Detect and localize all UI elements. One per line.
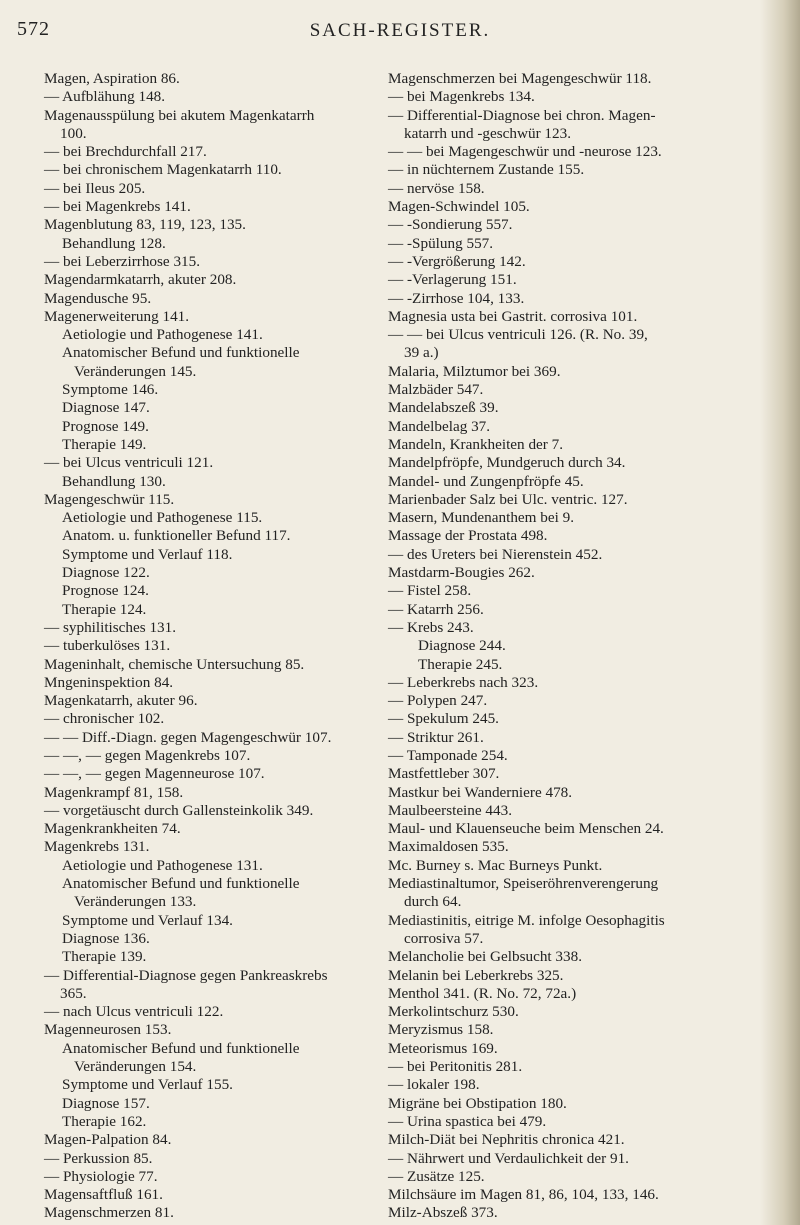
index-entry: Veränderungen 133. — [74, 893, 197, 911]
index-entry: Melanin bei Leberkrebs 325. — [388, 966, 564, 984]
index-entry: Veränderungen 154. — [74, 1058, 197, 1076]
index-entry: Mediastinaltumor, Speiseröhrenverengerung — [388, 875, 659, 893]
index-entry: — — bei Ulcus ventriculi 126. (R. No. 39, — [388, 326, 648, 344]
index-entry: Menthol 341. (R. No. 72, 72a.) — [388, 984, 577, 1002]
index-entry: — bei Ileus 205. — [44, 179, 146, 197]
index-entry: — Perkussion 85. — [44, 1149, 153, 1167]
index-entry: durch 64. — [404, 893, 462, 911]
index-entry: — Aufblähung 148. — [44, 88, 166, 106]
index-entry: Magen-Palpation 84. — [44, 1131, 172, 1149]
index-entry: Magenkrampf 81, 158. — [44, 783, 184, 801]
index-entry: Magenblutung 83, 119, 123, 135. — [44, 216, 246, 234]
index-entry: Therapie 162. — [62, 1112, 147, 1130]
index-entry: Symptome 146. — [62, 381, 159, 399]
index-entry: Magenschmerzen 81. — [44, 1204, 174, 1222]
index-entry: Magenneurosen 153. — [44, 1021, 172, 1039]
index-entry: — nervöse 158. — [388, 179, 485, 197]
index-entry: Symptome und Verlauf 118. — [62, 545, 233, 563]
page-edge-shadow — [760, 0, 800, 1225]
index-entry: — — bei Magengeschwür und -neurose 123. — [388, 143, 662, 161]
index-entry: Magen-Schwindel 105. — [388, 198, 530, 216]
index-entry: — bei Magenkrebs 134. — [388, 88, 535, 106]
index-entry: Mastfettleber 307. — [388, 765, 500, 783]
index-entry: Diagnose 244. — [418, 637, 506, 655]
index-entry: Aetiologie und Pathogenese 131. — [62, 856, 263, 874]
index-entry: — Fistel 258. — [388, 582, 472, 600]
index-entry: Magendusche 95. — [44, 289, 152, 307]
index-entry: — bei Peritonitis 281. — [388, 1058, 523, 1076]
index-entry: Mandeln, Krankheiten der 7. — [388, 435, 564, 453]
index-entry: 39 a.) — [404, 344, 439, 362]
index-entry: — Striktur 261. — [388, 728, 484, 746]
index-entry: — chronischer 102. — [44, 710, 165, 728]
index-entry: Anatom. u. funktioneller Befund 117. — [62, 527, 291, 545]
index-entry: Meteorismus 169. — [388, 1039, 498, 1057]
index-entry: Anatomischer Befund und funktionelle — [62, 344, 300, 362]
index-entry: Magen, Aspiration 86. — [44, 70, 180, 87]
index-entry: Behandlung 130. — [62, 472, 166, 490]
index-entry: Mandelbelag 37. — [388, 417, 491, 435]
index-entry: Magengeschwür 115. — [44, 490, 175, 508]
index-entry: Mandelabszeß 39. — [388, 399, 499, 417]
index-entry: Mastdarm-Bougies 262. — [388, 564, 535, 582]
index-entry: Veränderungen 145. — [74, 362, 197, 380]
index-entry: — lokaler 198. — [388, 1076, 480, 1094]
index-entry: Therapie 245. — [418, 655, 503, 673]
index-entry: — bei Magenkrebs 141. — [44, 198, 191, 216]
index-entry: Magendarmkatarrh, akuter 208. — [44, 271, 237, 289]
index-entry: 365. — [60, 984, 87, 1002]
index-entry: Milchsäure im Magen 81, 86, 104, 133, 146. — [388, 1186, 659, 1204]
index-entry: Magenkrankheiten 74. — [44, 820, 181, 838]
index-entry: — -Zirrhose 104, 133. — [388, 289, 525, 307]
index-entry: Diagnose 136. — [62, 929, 150, 947]
index-entry: Diagnose 122. — [62, 564, 150, 582]
index-entry: — Leberkrebs nach 323. — [388, 673, 539, 691]
index-entry: Mageninhalt, chemische Untersuchung 85. — [44, 655, 305, 673]
index-entry: Mandel- und Zungenpfröpfe 45. — [388, 472, 584, 490]
index-entry: Symptome und Verlauf 155. — [62, 1076, 233, 1094]
index-entry: Mediastinitis, eitrige M. infolge Oesophagitis — [388, 911, 665, 929]
index-entry: — -Sondierung 557. — [388, 216, 513, 234]
index-entry: Mngeninspektion 84. — [44, 673, 174, 691]
index-entry: Mc. Burney s. Mac Burneys Punkt. — [388, 856, 603, 874]
index-entry: Malzbäder 547. — [388, 381, 484, 399]
index-entry: Aetiologie und Pathogenese 141. — [62, 326, 263, 344]
index-entry: Symptome und Verlauf 134. — [62, 911, 233, 929]
index-entry: Magenschmerzen bei Magengeschwür 118. — [388, 70, 652, 87]
index-entry: Maximaldosen 535. — [388, 838, 509, 856]
index-entry: — in nüchternem Zustande 155. — [388, 161, 585, 179]
index-entry: — bei chronischem Magenkatarrh 110. — [44, 161, 282, 179]
index-entry: 100. — [60, 124, 87, 142]
index-entry: — Urina spastica bei 479. — [388, 1112, 547, 1130]
index-entry: — bei Brechdurchfall 217. — [44, 143, 207, 161]
page-number: 572 — [17, 18, 50, 40]
index-entry: Magnesia usta bei Gastrit. corrosiva 101. — [388, 307, 638, 325]
index-entry: Aetiologie und Pathogenese 115. — [62, 509, 263, 527]
index-entry: Magenkrebs 131. — [44, 838, 150, 856]
index-entry: Melancholie bei Gelbsucht 338. — [388, 948, 583, 966]
index-entry: Magenerweiterung 141. — [44, 307, 190, 325]
index-entry: — Tamponade 254. — [388, 746, 508, 764]
index-entry: — -Vergrößerung 142. — [388, 252, 526, 270]
index-entry: — vorgetäuscht durch Gallensteinkolik 349. — [44, 801, 314, 819]
index-entry: katarrh und -geschwür 123. — [404, 124, 572, 142]
index-entry: Maulbeersteine 443. — [388, 801, 512, 819]
index-entry: — Differential-Diagnose gegen Pankreaskrebs — [44, 966, 328, 984]
index-entry: Anatomischer Befund und funktionelle — [62, 1039, 300, 1057]
index-entry: Magenausspülung bei akutem Magenkatarrh — [44, 106, 315, 124]
index-entry: Migräne bei Obstipation 180. — [388, 1094, 567, 1112]
running-title: SACH-REGISTER. — [309, 20, 491, 41]
index-entry: — Differential-Diagnose bei chron. Magen- — [388, 106, 656, 124]
index-entry: Merkolintschurz 530. — [388, 1003, 519, 1021]
index-entry: Behandlung 128. — [62, 234, 166, 252]
index-entry: — Physiologie 77. — [44, 1167, 158, 1185]
index-entry: — syphilitisches 131. — [44, 618, 177, 636]
index-entry: Prognose 149. — [62, 417, 149, 435]
index-entry: — bei Ulcus ventriculi 121. — [44, 454, 214, 472]
index-entry: Magenkatarrh, akuter 96. — [44, 692, 198, 710]
index-entry: — —, — gegen Magenneurose 107. — [44, 765, 265, 783]
index-entry: Masern, Mundenanthem bei 9. — [388, 509, 575, 527]
index-entry: Diagnose 147. — [62, 399, 150, 417]
index-entry: Milz-Abszeß 373. — [388, 1204, 498, 1222]
index-entry: — bei Leberzirrhose 315. — [44, 252, 201, 270]
index-entry: Prognose 124. — [62, 582, 149, 600]
index-entry: — Zusätze 125. — [388, 1167, 485, 1185]
index-entry: — des Ureters bei Nierenstein 452. — [388, 545, 603, 563]
index-entry: Therapie 139. — [62, 948, 147, 966]
index-entry: Marienbader Salz bei Ulc. ventric. 127. — [388, 490, 628, 508]
index-entry: Magensaftfluß 161. — [44, 1186, 163, 1204]
index-entry: — Katarrh 256. — [388, 600, 484, 618]
index-entry: Maul- und Klauenseuche beim Menschen 24. — [388, 820, 664, 838]
index-entry: Diagnose 157. — [62, 1094, 150, 1112]
index-entry: — tuberkulöses 131. — [44, 637, 171, 655]
index-entry: Therapie 149. — [62, 435, 147, 453]
index-entry: — -Spülung 557. — [388, 234, 494, 252]
index-entry: Mastkur bei Wanderniere 478. — [388, 783, 573, 801]
index-entry: — Spekulum 245. — [388, 710, 499, 728]
index-entry: — Polypen 247. — [388, 692, 488, 710]
index-entry: — Krebs 243. — [388, 618, 474, 636]
index-entry: — -Verlagerung 151. — [388, 271, 517, 289]
index-entry: Malaria, Milztumor bei 369. — [388, 362, 561, 380]
index-entry: Massage der Prostata 498. — [388, 527, 548, 545]
index-entry: — nach Ulcus ventriculi 122. — [44, 1003, 224, 1021]
index-entry: — —, — gegen Magenkrebs 107. — [44, 746, 251, 764]
index-entry: Meryzismus 158. — [388, 1021, 494, 1039]
index-entry: Milch-Diät bei Nephritis chronica 421. — [388, 1131, 625, 1149]
index-column-right — [388, 70, 753, 1223]
index-entry: — Nährwert und Verdaulichkeit der 91. — [388, 1149, 629, 1167]
index-entry: Mandelpfröpfe, Mundgeruch durch 34. — [388, 454, 626, 472]
index-entry: Anatomischer Befund und funktionelle — [62, 875, 300, 893]
index-entry: — — Diff.-Diagn. gegen Magengeschwür 107. — [44, 728, 332, 746]
index-column-left — [44, 70, 384, 1223]
index-entry: corrosiva 57. — [404, 929, 484, 947]
index-entry: Therapie 124. — [62, 600, 147, 618]
